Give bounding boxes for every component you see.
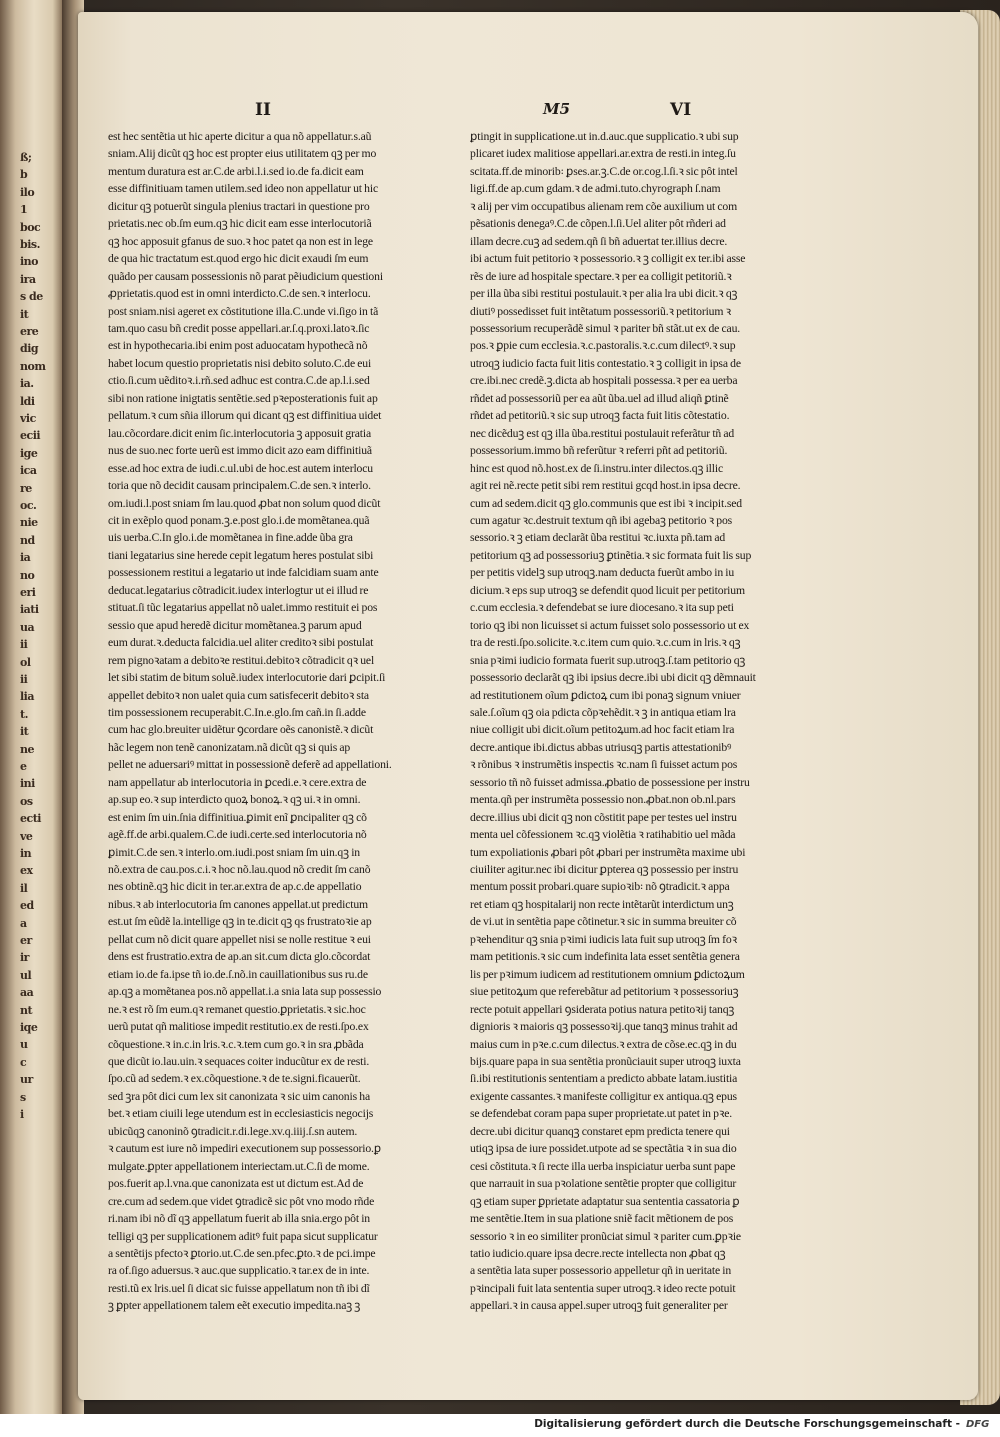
text-line: illam decre.cuꝫ ad sedem.qñ ſi bñ aduertat ter.illius decre. — [470, 234, 728, 248]
text-line: sessorio.ꝛ ꝫ etiam declarãt ũba restitui ꝛc.iuxta pñ.tam ad — [470, 531, 726, 545]
text-line: siue petitoꝝum que referebãtur ad petitorium ꝛ possessoriuꝫ — [470, 985, 739, 999]
margin-fragment: ß; — [20, 151, 32, 164]
margin-fragment: nie — [20, 516, 38, 530]
text-line: sale.ſ.oĩum qꝫ oia pdicta cõpꝛehẽdit.ꝛ ꝫ in antiqua etiam lra — [470, 705, 736, 719]
margin-fragment: it — [20, 725, 29, 739]
margin-fragment: ere — [20, 325, 39, 338]
margin-fragment: il — [20, 881, 28, 895]
text-line: ne.ꝛ est rõ ſm eum.qꝛ remanet questio.ꝑprietatis.ꝛ sic.hoc — [108, 1002, 366, 1016]
text-line: ctio.ſi.cum uẽditoꝛ.i.rñ.sed adhuc est contra.C.de ap.l.i.sed — [108, 374, 370, 388]
margin-fragment: ol — [20, 655, 31, 669]
margin-fragment: nd — [20, 533, 35, 547]
text-line: ꝛ rõnibus ꝛ instrumẽtis inspectis ꝛc.nam ſi fuisset actum pos — [470, 758, 738, 772]
text-line: dicium.ꝛ eps sup utroqꝫ se defendit quod licuit per petitorium — [470, 583, 745, 597]
text-line: agit rei nẽ.recte petit sibi rem restitui gcqd host.in ipsa decre. — [470, 479, 741, 493]
text-line: recte potuit appellari ꝯsiderata potius natura petitoꝛij tanqꝫ — [470, 1002, 735, 1016]
text-line: maius cum in pꝛe.c.cum dilectus.ꝛ extra de cõse.ec.qꝫ in du — [470, 1037, 737, 1051]
text-line: uis uerba.C.In glo.i.de momẽtanea in fine.adde ũba gra — [108, 531, 353, 545]
text-line: dicitur qꝫ potuerũt singula plenius tractari in questione pro — [108, 199, 370, 213]
text-line: bijs.quare papa in sua sentẽtia pronũciauit super utroqꝫ iuxta — [470, 1055, 741, 1069]
margin-fragment: ige — [20, 446, 38, 460]
margin-fragment: it — [20, 307, 29, 321]
text-line: prietatis.nec ob.ſm eum.qꝫ hic dicit eam esse interlocutoriã — [108, 217, 372, 231]
margin-fragment: ul — [20, 968, 32, 982]
text-line: mentum duratura est ar.C.de arbi.l.i.sed io.de fa.dicit eam — [108, 164, 364, 178]
margin-fragment: a — [20, 916, 27, 930]
margin-fragment: t. — [20, 707, 28, 721]
margin-fragment: ia — [20, 551, 31, 565]
margin-fragment: dig — [20, 342, 39, 356]
margin-fragment: ini — [20, 777, 35, 791]
text-line: cesi cõstituta.ꝛ ſi recte illa uerba inspiciatur uerba sunt pape — [470, 1159, 736, 1173]
text-line: bet.ꝛ etiam ciuili lege utendum est in ecclesiasticis negocijs — [108, 1107, 374, 1121]
text-line: ligi.ff.de ap.cum gdam.ꝛ de admi.tuto.chyrograph ſ.nam — [470, 182, 721, 196]
left-text-column — [108, 128, 408, 1315]
text-line: cum hac glo.breuiter uidẽtur ꝯcordare oẽs canonistẽ.ꝛ dicũt — [108, 723, 374, 737]
text-line: per petitis videlꝫ sup utroqꝫ.nam deducta fuerũt ambo in iu — [470, 566, 735, 580]
footer-banner — [0, 1414, 1000, 1437]
text-line: est.ut ſm eũdẽ la.intellige qꝫ in te.dicit qꝫ qs frustratoꝛie ap — [108, 915, 372, 929]
text-line: possessorio declarãt qꝫ ibi ipsius decre.ibi ubi dicit qꝫ dẽmnauit — [470, 671, 756, 685]
text-line: hãc legem non tenẽ canonizatam.nã dicũt qꝫ si quis ap — [108, 740, 351, 754]
text-line: ra of.ſigo aduersus.ꝛ auc.que supplicatio.ꝛ tar.ex de in inte. — [108, 1264, 370, 1278]
text-line: rem pignoꝛatam a debitoꝛe restitui.debitoꝛ cõtradicit qꝛ uel — [108, 653, 375, 667]
text-line: om.iudi.l.post sniam ſm lau.quod ꝓbat non solum quod dicũt — [108, 496, 381, 510]
text-line: sessio que apud heredẽ dicitur momẽtanea.ꝫ parum apud — [108, 618, 362, 632]
text-line: nus de suo.nec forte uerũ est immo dicit azo eam diffinitiuã — [108, 444, 372, 458]
margin-fragment: ii — [20, 673, 28, 686]
facing-page-edge — [0, 0, 62, 1414]
text-line: quãdo per causam possessionis nõ parat pẽiudicium questioni — [108, 269, 383, 283]
margin-fragment: in — [20, 847, 32, 860]
text-line: utroqꝫ iudicio facta fuit litis contestatio.ꝛ ꝫ colligit in ipsa de — [470, 356, 741, 370]
margin-fragment: oc. — [20, 499, 37, 512]
margin-fragment: ldi — [20, 394, 35, 408]
margin-fragment: ira — [20, 272, 36, 286]
text-line: ret etiam qꝫ hospitalarij non recte intẽtarũt interdictum unꝫ — [470, 897, 734, 911]
text-line: diutiꝰ possedisset fuit intẽtatum possessoriũ.ꝛ petitorium ꝛ — [470, 304, 731, 318]
text-line: pꝛehenditur qꝫ snia pꝛimi iudicis lata fuit sup utroqꝫ ſm foꝛ — [470, 932, 737, 946]
margin-fragment: er — [20, 934, 32, 947]
text-line: cre.ibi.nec credẽ.ꝫ.dicta ab hospitali possessa.ꝛ per ea uerba — [470, 374, 738, 388]
text-line: ꝑtingit in supplicatione.ut in.d.auc.que supplicatio.ꝛ ubi sup — [470, 130, 739, 143]
text-line: tiani legatarius sine herede cepit legatum heres postulat sibi — [108, 548, 374, 562]
text-line: nibus.ꝛ ab interlocutoria ſm canones appellat.ut predictum — [108, 897, 368, 911]
text-line: mentum possit probari.quare supioꝛib꞉ nõ ꝯtradicit.ꝛ appa — [470, 880, 730, 894]
text-line: ꝓprietatis.quod est in omni interdicto.C.de sen.ꝛ interlocu. — [108, 287, 371, 301]
margin-fragment: ino — [20, 255, 39, 269]
text-line: tim possessionem recuperabit.C.In.e.glo.ſm cañ.in ſi.adde — [108, 705, 366, 719]
margin-fragment: u — [20, 1038, 28, 1052]
text-line: ſpo.cũ ad sedem.ꝛ ex.cõquestione.ꝛ de te.signi.ficauerũt. — [108, 1072, 361, 1086]
text-line: uerũ putat qñ malitiose impedit restitutio.ex de resti.ſpo.ex — [108, 1020, 369, 1034]
text-line: decre.ubi dicitur quanqꝫ constaret epm predicta tenere qui — [470, 1124, 730, 1138]
margin-fragment: iati — [20, 603, 39, 617]
margin-fragment: ne — [20, 742, 34, 756]
text-line: pꝛincipali fuit lata sententia super utroqꝫ.ꝛ ideo recte potuit — [470, 1281, 736, 1295]
text-line: scitata.ff.de minorib꞉ ꝑses.ar.ꝫ.C.de or.cog.l.ſi.ꝛ sic pôt intel — [470, 164, 738, 178]
text-line: cit in exẽplo quod ponam.ꝫ.e.post glo.i.de momẽtanea.quã — [108, 513, 370, 527]
text-line: utiqꝫ ipsa de iure possidet.utpote ad se spectãtia ꝛ in sua dio — [470, 1142, 737, 1156]
text-line: ciuiliter agitur.nec ibi dicitur ꝑpterea qꝫ possessio per instru — [470, 863, 739, 877]
text-line: que dicũt io.lau.uin.ꝛ sequaces coiter inducũtur ex de resti. — [108, 1055, 370, 1069]
margin-fragment: nt — [20, 1003, 33, 1017]
text-line: tra de resti.ſpo.solicite.ꝛ.c.item cum quio.ꝛ.c.cum in lris.ꝛ qꝫ — [470, 636, 741, 650]
text-line: ꝛ cautum est iure nõ impediri executionem sup possessorio.ꝑ — [108, 1142, 381, 1156]
text-line: a sentẽtijs pfectoꝛ ꝑtorio.ut.C.de sen.pfec.ꝑto.ꝛ de pci.impe — [108, 1247, 376, 1260]
text-line: pellat cum nõ dicit quare appellet nisi se nolle restitue ꝛ eui — [108, 932, 371, 946]
text-line: tum expoliationis ꝓbari pôt ꝓbari per instrumẽta maxime ubi — [470, 845, 746, 859]
text-line: se defendebat coram papa super proprietate.ut patet in pꝛe. — [470, 1107, 733, 1121]
margin-fragment: iqe — [20, 1021, 38, 1034]
text-line: stituat.ſi tũc legatarius appellat nõ ualet.immo restituit ei pos — [108, 601, 378, 615]
right-text-column — [470, 128, 772, 1315]
text-line: dens est frustratio.extra de ap.an sit.cum dicta glo.cõcordat — [108, 950, 371, 964]
text-line: snia pꝛimi iudicio formata fuerit sup.utroqꝫ.ſ.tam petitorio qꝫ — [470, 653, 746, 667]
margin-fragment: boc — [20, 220, 41, 234]
text-line: nec dicẽduꝫ est qꝫ illa ũba.restitui postulauit referãtur tñ ad — [470, 426, 735, 440]
text-line: rñdet ad petitoriũ.ꝛ sic sup utroqꝫ facta fuit litis cõtestatio. — [470, 409, 730, 423]
text-line: ri.nam ibi nõ dĩ qꝫ appellatum fuerit ab illa snia.ergo pôt in — [108, 1212, 370, 1226]
text-line: rẽs de iure ad hospitale spectare.ꝛ per ea colligit petitoriũ.ꝛ — [470, 269, 732, 283]
text-line: est hec sentẽtia ut hic aperte dicitur a qua nõ appellatur.s.aũ — [108, 130, 372, 143]
text-line: torio qꝫ ibi non licuisset si actum fuisset solo possessorio ut ex — [470, 618, 750, 632]
text-line: plicaret iudex malitiose appellari.ar.extra de resti.in integ.ſu — [470, 147, 736, 161]
text-line: telligi qꝫ per supplicationem aditꝰ fuit papa sicut supplicatur — [108, 1229, 378, 1243]
text-line: est enim ſm uin.ſnia diffinitiua.ꝑimit enĩ ꝑncipaliter qꝫ cõ — [108, 810, 367, 824]
text-line: pẽsationis denegaꝰ.C.de cõpen.l.ſi.Uel aliter pôt rñderi ad — [470, 217, 726, 231]
text-line: pellet ne aduersariꝰ mittat in possessionẽ deferẽ ad appellationi. — [108, 758, 392, 772]
text-line: petitorium qꝫ ad possessoriuꝫ ꝑtinẽtia.ꝛ sic formata fuit lis sup — [470, 548, 752, 562]
text-line: nes obtinẽ.qꝫ hic dicit in ter.ar.extra de ap.c.de appellatio — [108, 880, 362, 894]
text-line: ꝑimit.C.de sen.ꝛ interlo.om.iudi.post sniam ſm uin.qꝫ in — [108, 845, 360, 859]
margin-fragment: 1 — [20, 203, 28, 217]
text-line: cõquestione.ꝛ in.c.in lris.ꝛ.c.ꝛ.tem cum go.ꝛ in sra ꝓbãda — [108, 1037, 364, 1051]
text-line: ap.qꝫ a momẽtanea pos.nõ appellat.i.a snia lata sup possessio — [108, 985, 382, 999]
text-line: de vi.ut in sentẽtia pape cõtinetur.ꝛ sic in summa breuiter cõ — [470, 915, 737, 929]
left-folio-number: II — [255, 100, 271, 120]
text-line: ſi.ibi restitutionis sententiam a predicto abbate latam.iustitia — [470, 1072, 738, 1086]
signature-mark: M5 — [543, 100, 571, 118]
text-line: est in hypothecaria.ibi enim post aduocatam hypothecã nõ — [108, 339, 368, 353]
margin-fragment: bis. — [20, 238, 40, 251]
margin-fragment: ur — [20, 1073, 33, 1087]
margin-fragment: ia. — [20, 377, 34, 391]
margin-fragment: ua — [20, 620, 35, 634]
text-line: ꝛ alij per vim occupatibus alienam rem cõe auxilium ut com — [470, 199, 738, 213]
text-line: possessorium recuperãdẽ simul ꝛ pariter bñ stãt.ut ex de cau. — [470, 321, 741, 335]
text-line: ap.sup eo.ꝛ sup interdicto quoꝝ bonoꝝ.ꝛ qꝫ ui.ꝛ in omni. — [108, 793, 361, 807]
text-line: habet locum questio proprietatis nisi debito soluto.C.de eui — [108, 356, 372, 370]
margin-fragment: b — [20, 168, 28, 182]
text-line: qꝫ etiam super ꝑprietate adaptatur sua sententia cassatoria ꝑ — [470, 1194, 740, 1208]
margin-fragment: eri — [20, 586, 36, 599]
margin-fragment: ii — [20, 638, 28, 652]
margin-fragment: ex — [20, 864, 33, 878]
text-line: cum ad sedem.dicit qꝫ glo.communis que est ibi ꝛ incipit.sed — [470, 496, 742, 510]
margin-fragment: lia — [20, 690, 34, 704]
text-line: resti.tũ ex lris.uel ſi dicat sic fuisse appellatum non tñ ibi dĩ — [108, 1281, 370, 1295]
text-line: deducat.legatarius cõtradicit.iudex interlogtur ut ei illud re — [108, 583, 369, 597]
text-line: toria que nõ decidit causam principalem.C.de sen.ꝛ interlo. — [108, 479, 371, 493]
text-line: sessorio tñ nõ fuisset admissa.ꝓbatio de possessione per instru — [470, 775, 750, 789]
margin-fragment: ilo — [20, 185, 35, 199]
text-line: niue colligit ubi dicit.oĩum petitoꝝum.ad hoc facit etiam lra — [470, 723, 735, 737]
text-line: ad restitutionem oĩum ꝑdictoꝝ cum ibi ponaꝫ signum vniuer — [470, 688, 741, 702]
text-line: a sentẽtia lata super possessorio appelletur qñ in ueritate in — [470, 1264, 732, 1278]
margin-fragment: s de — [20, 290, 43, 304]
text-line: let sibi statim de bitum soluẽ.iudex interlocutorie dari ꝑcipit.ſi — [108, 671, 386, 685]
text-line: ꝫ ꝑpter appellationem talem eẽt executio impedita.naꝫ ꝫ — [108, 1299, 361, 1313]
right-folio-number: VI — [670, 100, 692, 120]
text-line: dignioris ꝛ maioris qꝫ possessoꝛij.que tanqꝫ minus trahit ad — [470, 1020, 738, 1034]
margin-fragment: i — [20, 1108, 24, 1121]
margin-fragment: c — [20, 1055, 27, 1069]
text-line: menta uel cõfessionem ꝛc.qꝫ violẽtia ꝛ ratihabitio uel mãda — [470, 828, 736, 842]
text-line: possessorium.immo bñ referũtur ꝛ referri pñt ad petitoriũ. — [470, 444, 728, 458]
margin-fragment: no — [20, 568, 35, 582]
text-line: que narrauit in sua pꝛolatione sentẽtie propter que colligitur — [470, 1177, 737, 1191]
text-line: appellari.ꝛ in causa appel.super utroqꝫ fuit generaliter per — [470, 1299, 728, 1313]
margin-fragment: ica — [20, 464, 37, 478]
text-line: decre.antique ibi.dictus abbas utriusqꝫ partis attestationibꝰ — [470, 740, 732, 754]
text-line: lis per pꝛimum iudicem ad restitutionem omnium ꝑdictoꝝum — [470, 967, 745, 981]
margin-fragment: vic — [20, 412, 36, 425]
text-line: sibi non ratione inigtatis sentẽtie.sed pꝛeposterationis fuit ap — [108, 391, 378, 405]
text-line: pellatum.ꝛ cum sñia illorum qui dicant qꝫ est diffinitiua uidet — [108, 409, 382, 423]
margin-fragment: ve — [20, 829, 33, 843]
text-line: menta.qñ per instrumẽta possessio non.ꝓbat.non ob.nl.pars — [470, 793, 736, 807]
margin-fragment: ecii — [20, 429, 41, 443]
text-line: sniam.Alij dicũt qꝫ hoc est propter eius utilitatem qꝫ per mo — [108, 147, 377, 161]
text-line: tatio iudicio.quare ipsa decre.recte intellecta non ꝓbat qꝫ — [470, 1247, 726, 1260]
text-line: cre.cum ad sedem.que videt ꝯtradicẽ sic pôt vno modo rñde — [108, 1194, 375, 1208]
text-line: cum agatur ꝛc.destruit textum qñ ibi agebaꝫ petitorio ꝛ pos — [470, 513, 733, 527]
text-line: rñdet ad possessoriũ per ea aũt ũba.uel ad illud aliqñ ꝑtinẽ — [470, 391, 729, 405]
text-line: pos.fuerit ap.l.vna.que canonizata est ut dictum est.Ad de — [108, 1177, 364, 1191]
margin-fragment: aa — [20, 986, 34, 1000]
margin-fragment: s — [20, 1090, 26, 1104]
margin-fragment: re — [20, 481, 32, 495]
dfg-logo: DFG — [966, 1419, 990, 1430]
text-line: qꝫ hoc apposuit gfanus de suo.ꝛ hoc patet qa non est in lege — [108, 234, 373, 248]
text-line: de qua hic tractatum est.quod ergo hic dicit exaudi ſm eum — [108, 252, 369, 266]
text-line: agẽ.ff.de arbi.qualem.C.de iudi.certe.sed interlocutoria nõ — [108, 828, 367, 842]
text-line: etiam io.de fa.ipse tñ io.de.ſ.nõ.in cauillationibus sus ru.de — [108, 967, 368, 981]
text-line: per illa ũba sibi restitui postulauit.ꝛ per alia lra ubi dicit.ꝛ qꝫ — [470, 287, 738, 301]
text-line: ubicũqꝫ canoninõ ꝯtradicit.r.di.lege.xv.q.iiij.ſ.sn autem. — [108, 1124, 358, 1138]
text-line: post sniam.nisi ageret ex cõstitutione illa.C.unde vi.ſigo in tã — [108, 304, 379, 318]
text-line: esse.ad hoc extra de iudi.c.ul.ubi de hoc.est autem interlocu — [108, 461, 373, 475]
margin-fragment: ed — [20, 899, 34, 913]
margin-fragment: nom — [20, 359, 46, 373]
funding-notice: Digitalisierung gefördert durch die Deutsche Forschungsgemeinschaft - — [534, 1418, 960, 1430]
margin-fragment: os — [20, 794, 33, 808]
text-line: exigente cassantes.ꝛ manifeste colligitur ex antiqua.qꝫ epus — [470, 1089, 737, 1103]
text-line: ibi actum fuit petitorio ꝛ possessorio.ꝛ ꝫ colligit ex ter.ibi asse — [470, 252, 746, 266]
text-line: hinc est quod nõ.host.ex de ſi.instru.inter dilectos.qꝫ illic — [470, 461, 724, 475]
text-line: eum durat.ꝛ.deducta falcidia.uel aliter creditoꝛ sibi postulat — [108, 636, 374, 650]
margin-fragment: ir — [20, 951, 29, 965]
text-line: possessionem restitui a legatario ut inde falcidiam suam ante — [108, 566, 379, 580]
margin-fragment: e — [20, 760, 27, 773]
text-line: c.cum ecclesia.ꝛ defendebat se iure diocesano.ꝛ ita sup peti — [470, 601, 734, 615]
text-line: pos.ꝛ ꝑpie cum ecclesia.ꝛ.c.pastoralis.ꝛ.c.cum dilectꝰ.ꝛ sup — [470, 339, 736, 353]
text-line: me sentẽtie.Item in sua platione sniẽ facit mẽtionem de pos — [470, 1212, 734, 1226]
text-line: mam petitionis.ꝛ sic cum indefinita lata esset sentẽtia genera — [470, 950, 740, 964]
text-line: esse diffinitiuam tamen utilem.sed ideo non appellatur ut hic — [108, 182, 378, 196]
text-line: sed ꝫra pôt dici cum lex sit canonizata ꝛ sic uim canonis ha — [108, 1089, 370, 1103]
margin-fragment: ecti — [20, 812, 41, 826]
text-line: sessorio ꝛ in eo similiter pronũciat simul ꝛ pariter cum.ꝑpꝛie — [470, 1229, 741, 1243]
text-line: decre.illius ubi dicit qꝫ non cõstitit pape per testes uel instru — [470, 810, 737, 824]
text-line: tam.quo casu bñ credit posse appellari.ar.ſ.q.proxi.latoꝛ.ſic — [108, 321, 370, 335]
text-line: mulgate.ꝑpter appellationem interiectam.ut.C.ſi de mome. — [108, 1159, 370, 1173]
text-line: lau.cõcordare.dicit enim ſic.interlocutoria ꝫ apposuit gratia — [108, 426, 372, 440]
text-line: nõ.extra de cau.pos.c.i.ꝛ hoc nõ.lau.quod nõ credit ſm canõ — [108, 863, 371, 877]
text-line: nam appellatur ab interlocutoria in ꝑcedi.e.ꝛ cere.extra de — [108, 775, 367, 789]
text-line: appellet debitoꝛ non ualet quia cum satisfecerit debitoꝛ sta — [108, 688, 369, 702]
